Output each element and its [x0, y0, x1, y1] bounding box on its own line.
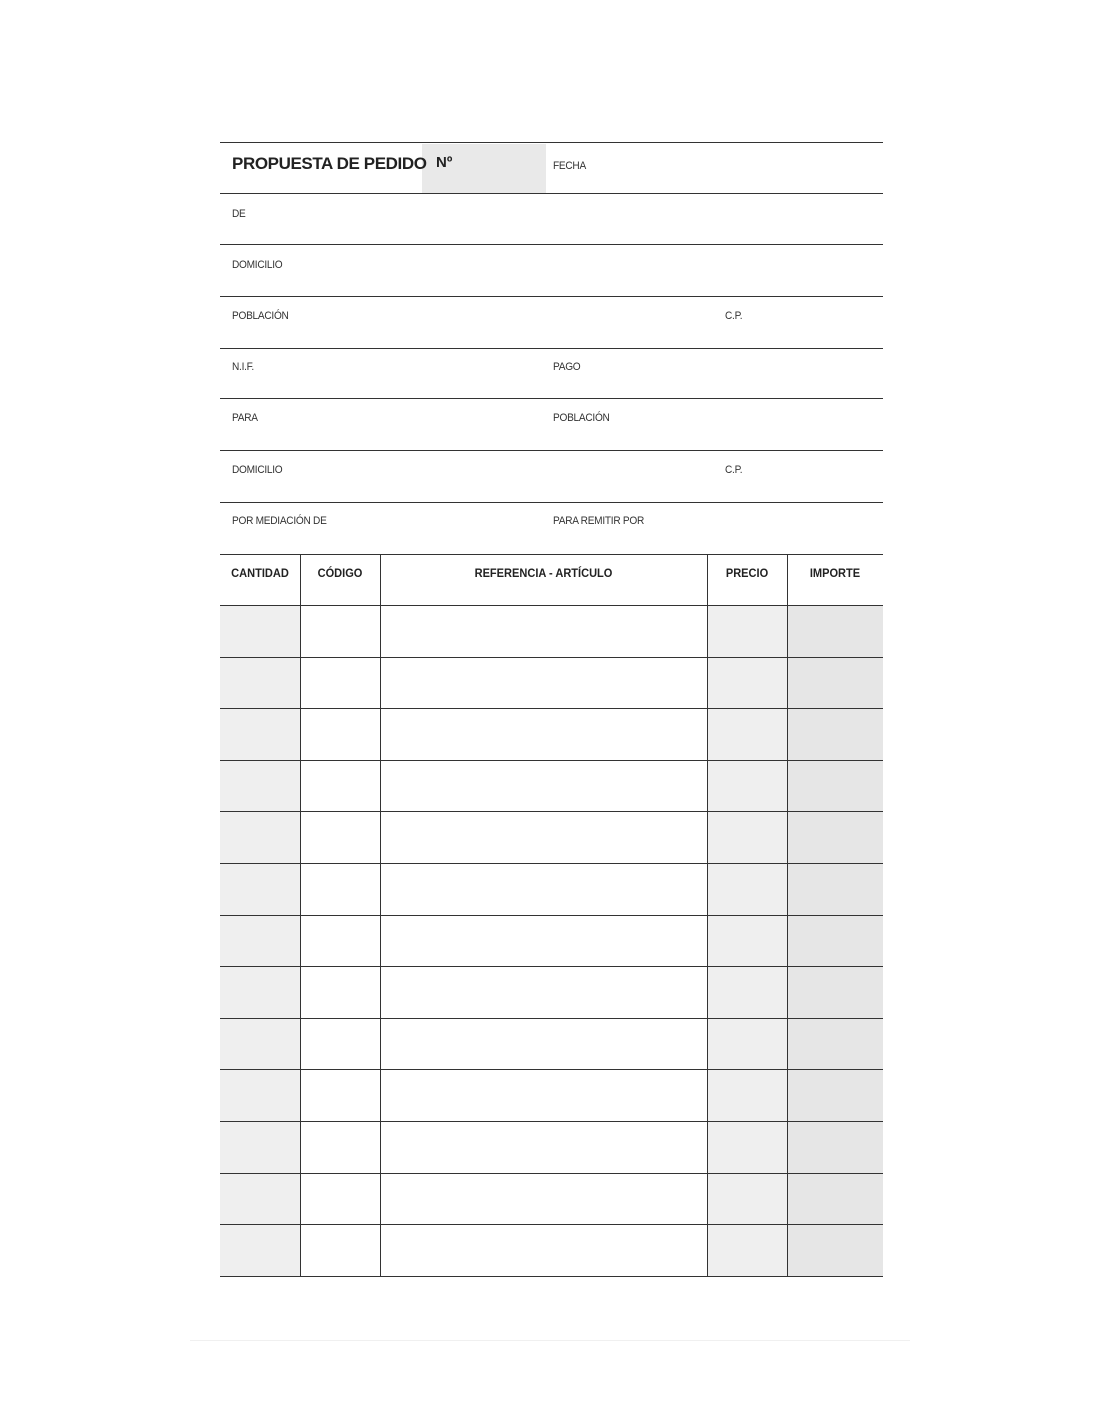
remitir-label: PARA REMITIR POR — [553, 515, 644, 527]
date-label: FECHA — [553, 160, 586, 172]
form-rule — [220, 296, 883, 297]
precio-column-shade — [707, 605, 787, 1276]
domicilio-label: DOMICILIO — [232, 259, 283, 271]
form-rule — [220, 193, 883, 194]
pago-label: PAGO — [553, 361, 581, 373]
mediacion-label: POR MEDIACIÓN DE — [232, 515, 327, 527]
form-rule — [220, 244, 883, 245]
form-rule — [220, 348, 883, 349]
de-label: DE — [232, 208, 246, 220]
page-bottom-rule — [190, 1340, 910, 1341]
table-row-line — [220, 1069, 883, 1070]
poblacion-destino-label: POBLACIÓN — [553, 412, 610, 424]
table-row-line — [220, 605, 883, 606]
form-rule — [220, 502, 883, 503]
column-header-codigo: CÓDIGO — [317, 566, 363, 580]
cp-destino-label: C.P. — [725, 464, 743, 476]
form-rule — [220, 450, 883, 451]
table-row-line — [220, 760, 883, 761]
table-row-line — [220, 708, 883, 709]
column-header-cantidad: CANTIDAD — [231, 566, 289, 580]
form-top-rule — [220, 142, 883, 143]
table-row-line — [220, 657, 883, 658]
cp-label: C.P. — [725, 310, 743, 322]
table-row-line — [220, 1173, 883, 1174]
table-row-line — [220, 1224, 883, 1225]
items-table — [220, 554, 883, 1276]
form-title: PROPUESTA DE PEDIDO — [232, 154, 427, 173]
number-label: Nº — [436, 154, 453, 171]
nif-label: N.I.F. — [232, 361, 254, 373]
column-header-referencia: REFERENCIA - ARTÍCULO — [474, 566, 613, 580]
table-row-line — [220, 1121, 883, 1122]
cantidad-column-shade — [220, 605, 300, 1276]
para-label: PARA — [232, 412, 258, 424]
poblacion-label: POBLACIÓN — [232, 310, 289, 322]
table-row-line — [220, 915, 883, 916]
table-row-line — [220, 966, 883, 967]
table-bottom-rule — [220, 1276, 883, 1277]
table-top-rule — [220, 554, 883, 555]
domicilio-destino-label: DOMICILIO — [232, 464, 283, 476]
column-header-precio: PRECIO — [725, 566, 769, 580]
form-rule — [220, 398, 883, 399]
column-header-importe: IMPORTE — [809, 566, 861, 580]
importe-column-shade — [787, 605, 883, 1276]
table-row-line — [220, 811, 883, 812]
table-row-line — [220, 863, 883, 864]
table-row-line — [220, 1018, 883, 1019]
